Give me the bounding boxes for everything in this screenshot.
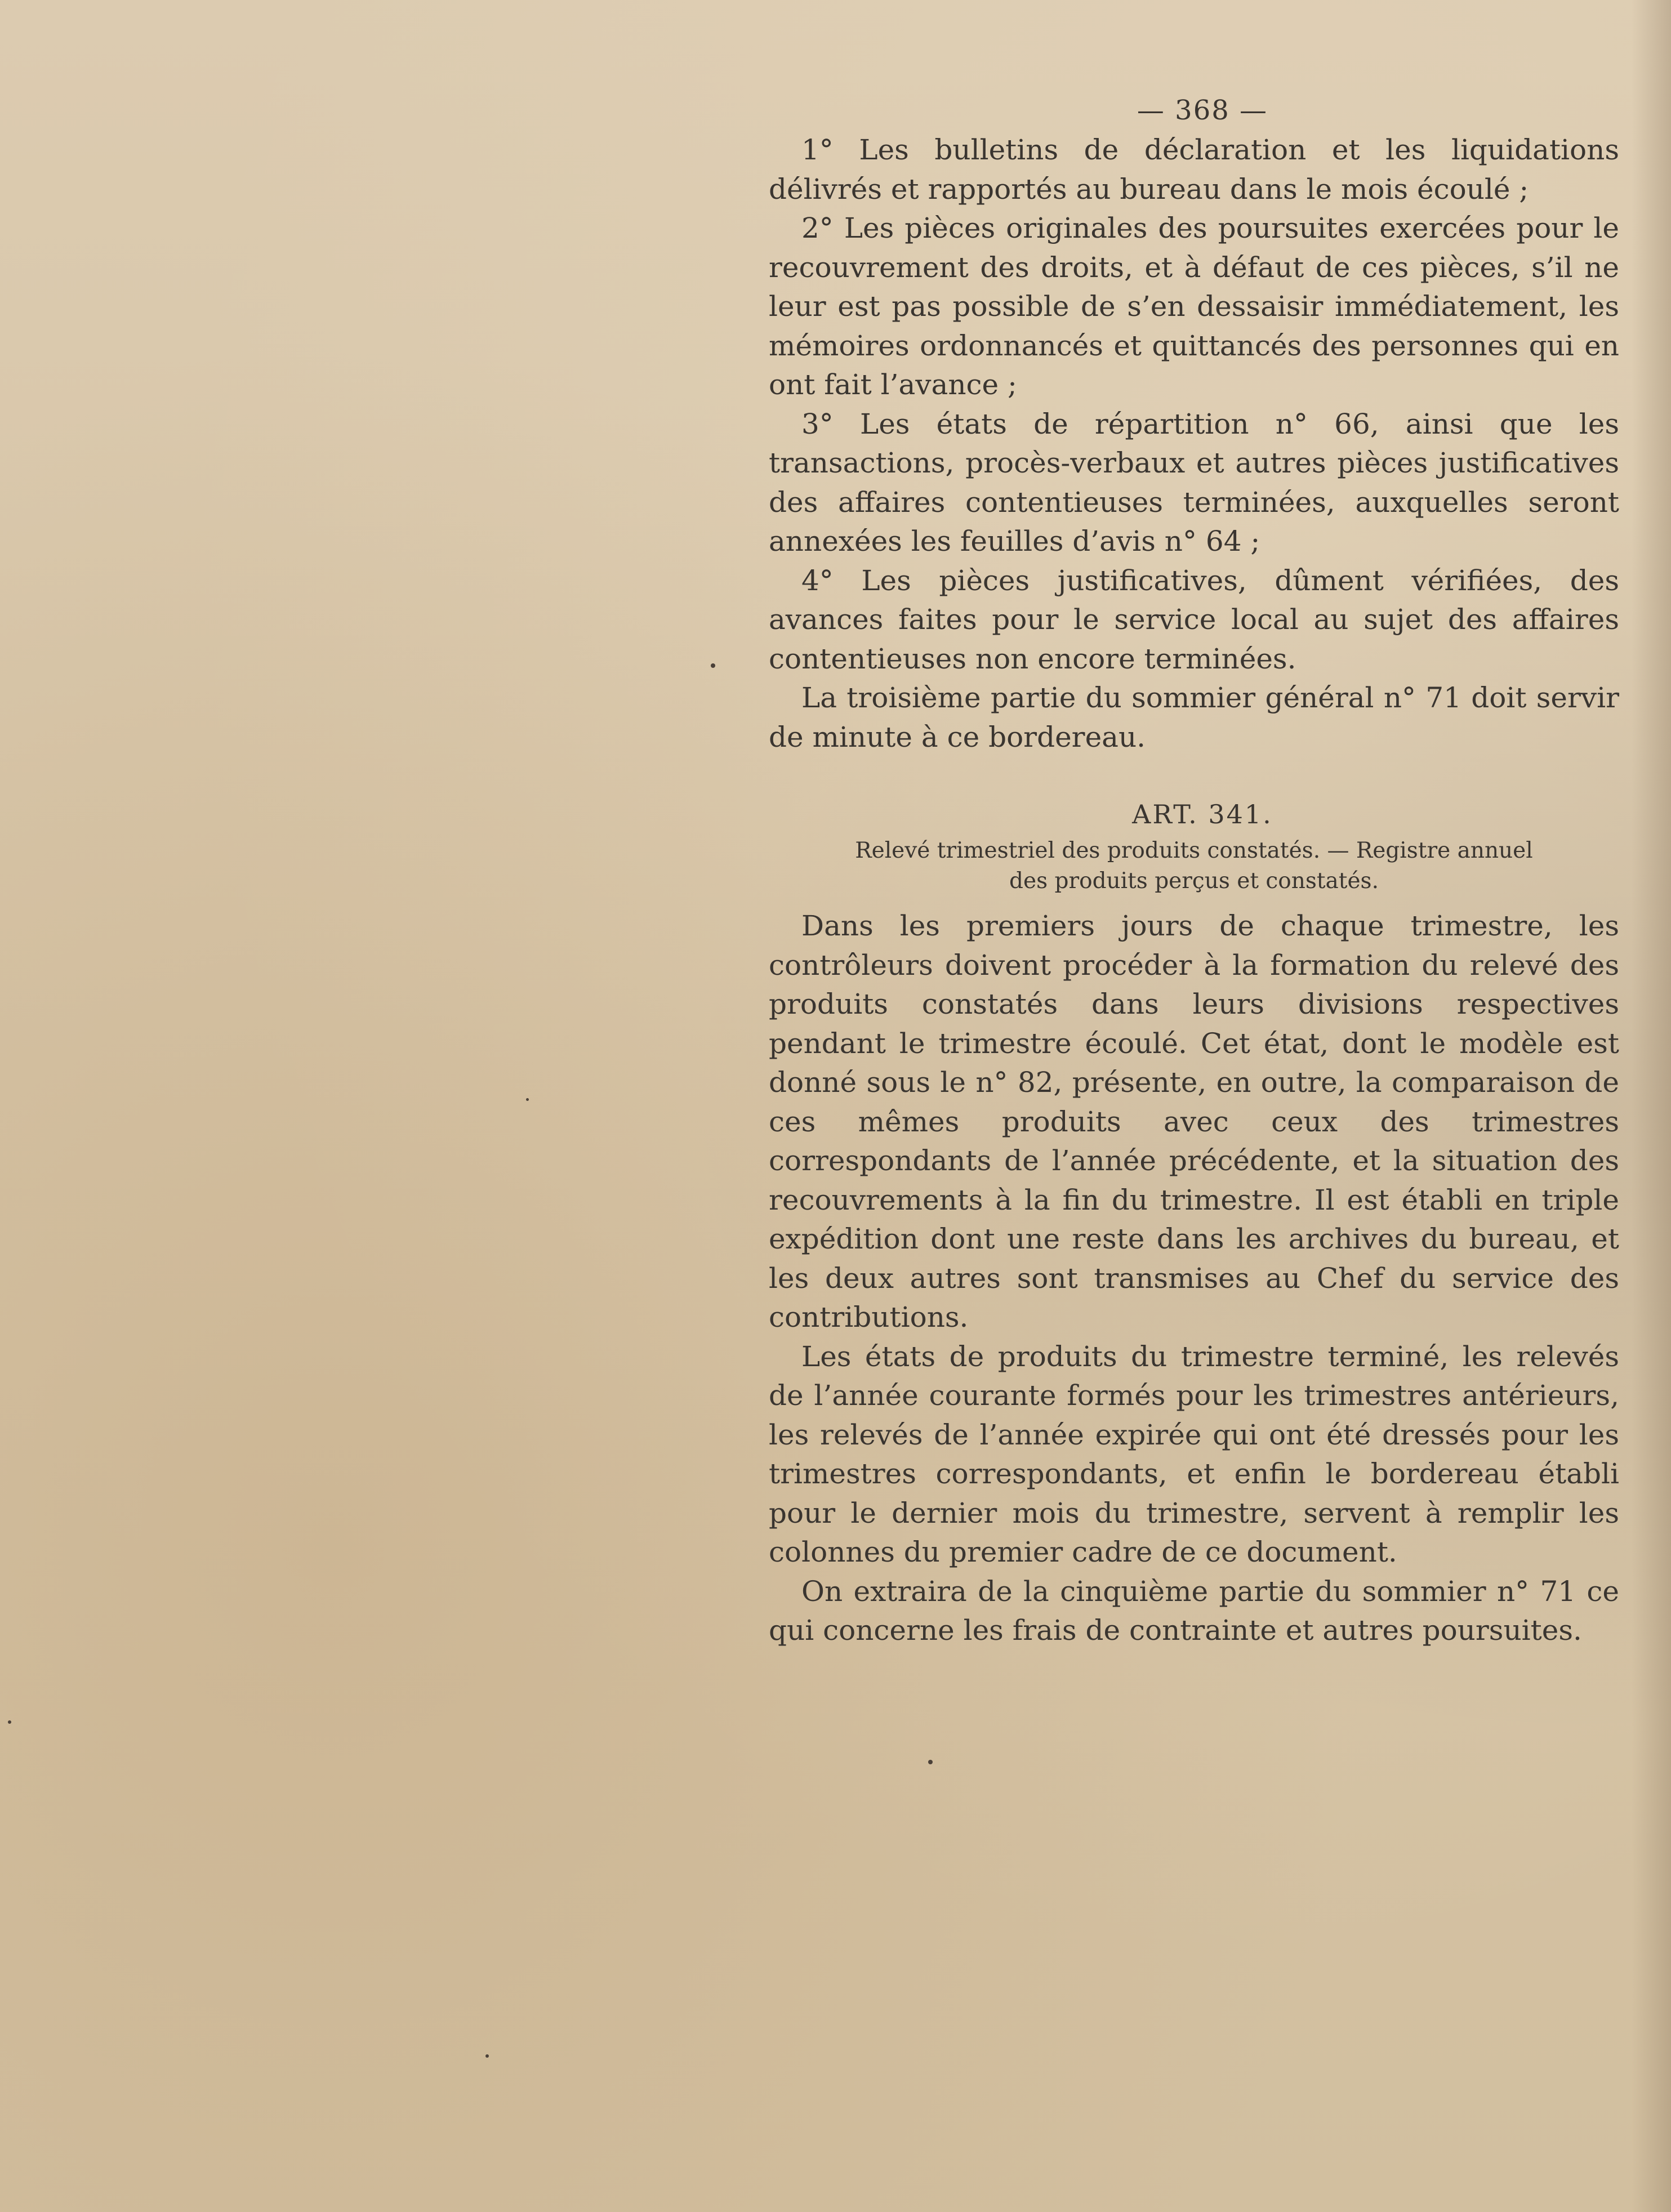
article-subtitle-line: Relevé trimestriel des produits constatés. — Registre annuel: [855, 838, 1533, 863]
page-edge-shadow: [1632, 0, 1671, 2212]
paragraph-item-1: 1° Les bulletins de déclaration et les liquidations délivrés et rapportés au bureau dans le mois écoulé ;: [769, 133, 1619, 206]
paragraph-item-4: 4° Les pièces justificatives, dûment vérifiées, des avances faites pour le service local au sujet des affaires contentieuses non encore terminées.: [769, 564, 1619, 675]
paper-speck: [526, 1098, 529, 1101]
article-subtitle-line: des produits perçus et constatés.: [1009, 868, 1379, 894]
paragraph-extraira: On extraira de la cinquième partie du sommier n° 71 ce qui concerne les frais de contrainte et autres poursuites.: [769, 1575, 1619, 1647]
paragraph-item-3: 3° Les états de répartition n° 66, ainsi que les transactions, procès-verbaux et autres pièces justificatives des affaires contentieuses terminées, auxquelles seront annexées les feuilles d’avis n° 64 ;: [769, 407, 1619, 558]
paragraph-etats: Les états de produits du trimestre terminé, les relevés de l’année courante formés pour les trimestres antérieurs, les relevés de l’année expirée qui ont été dressés pour les trimestres correspondants, et enfin le bordereau établi pour le dernier mois du trimestre, servent à remplir les colonnes du premier cadre de ce document.: [769, 1340, 1619, 1568]
paper-speck: [711, 663, 715, 668]
paper-speck: [8, 1720, 11, 1724]
paper-speck: [928, 1760, 933, 1764]
paper-speck: [485, 2054, 489, 2058]
text-block: [769, 90, 1619, 1651]
paragraph-minute: La troisième partie du sommier général n° 71 doit servir de minute à ce bordereau.: [769, 681, 1619, 753]
article-heading: ART. 341.: [1132, 799, 1273, 830]
paragraph-item-2: 2° Les pièces originales des poursuites exercées pour le recouvrement des droits, et à défaut de ces pièces, s’il ne leur est pas possible de s’en dessaisir immédiatement, les mémoires ordonnancés et quittancés des personnes qui en ont fait l’avance ;: [769, 212, 1619, 401]
article-subtitle: [791, 836, 1597, 897]
paragraph-releve: Dans les premiers jours de chaque trimestre, les contrôleurs doivent procéder à la formation du relevé des produits constatés dans leurs divisions respectives pendant le trimestre écoulé. Cet état, dont le modèle est donné sous le n° 82, présente, en outre, la comparaison de ces mêmes produits avec ceux des trimestres correspondants de l’année précédente, et la situation des recouvrements à la fin du trimestre. Il est établi en triple expédition dont une reste dans les archives du bureau, et les deux autres sont transmises au Chef du service des contributions.: [769, 909, 1619, 1334]
page-number: — 368 —: [1137, 95, 1268, 126]
